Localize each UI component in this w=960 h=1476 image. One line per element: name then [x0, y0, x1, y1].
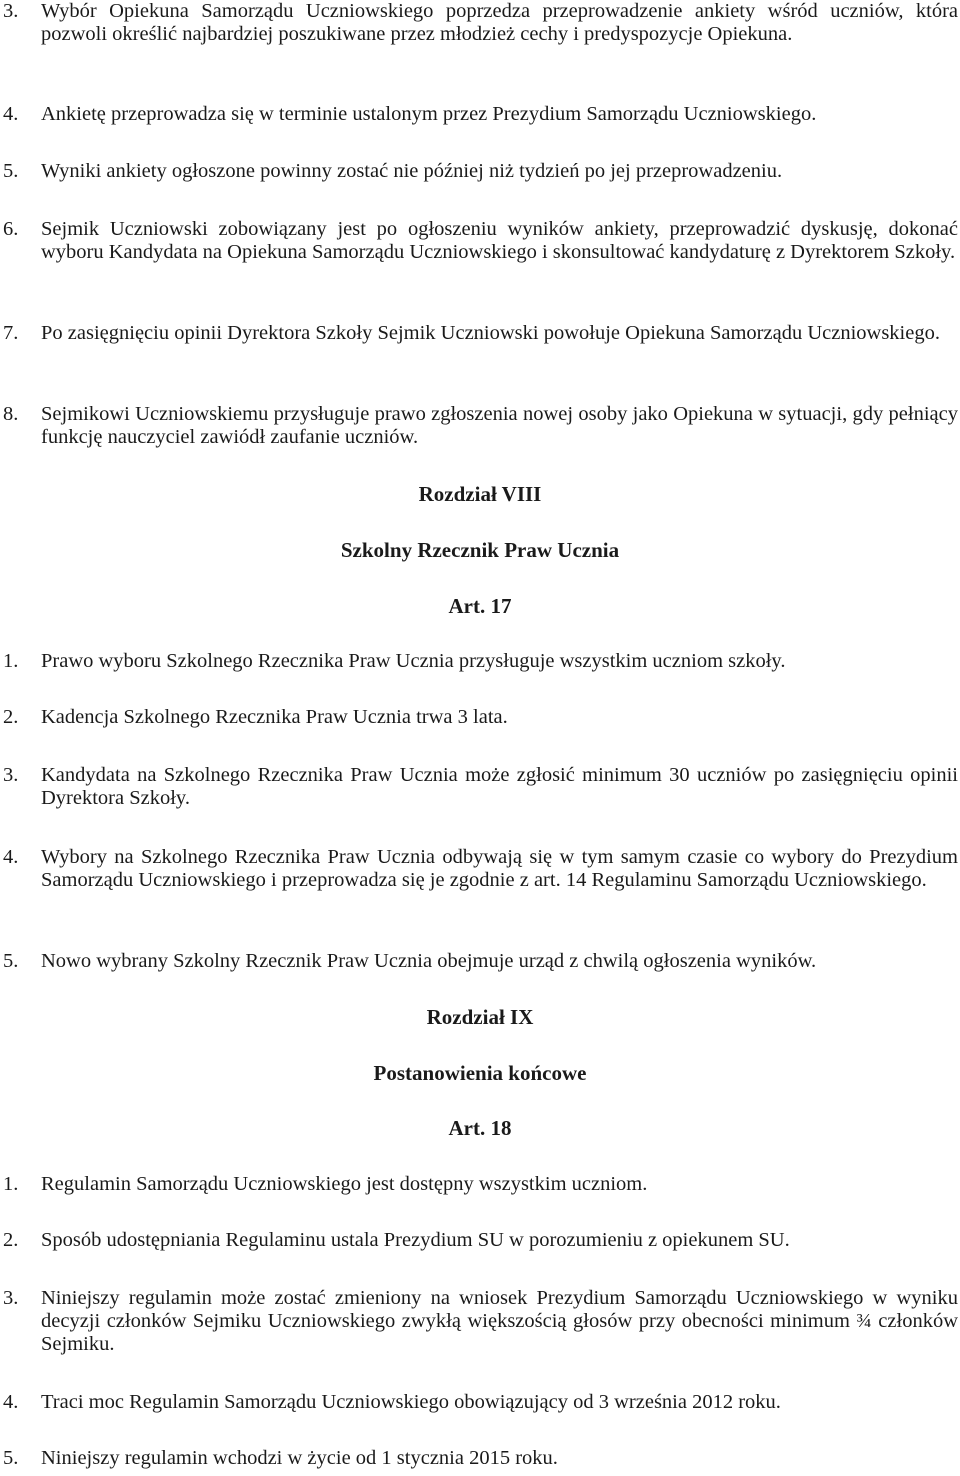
item-text: Sejmik Uczniowski zobowiązany jest po ogłoszeniu wyników ankiety, przeprowadzić dyskusję, dokonać wyboru Kandydata na Opiekuna Samorządu Uczniowskiego i skonsultować kandydaturę z Dyrektorem Szkoły.: [41, 218, 958, 263]
item-number: 2.: [3, 1229, 19, 1251]
list-item: [0, 650, 960, 673]
item-number: 4.: [3, 1391, 19, 1413]
item-text: Niniejszy regulamin wchodzi w życie od 1 stycznia 2015 roku.: [41, 1447, 558, 1469]
item-text: Ankietę przeprowadza się w terminie ustalonym przez Prezydium Samorządu Uczniowskiego.: [41, 103, 817, 125]
list-item: [0, 218, 960, 264]
list-item: [0, 706, 960, 729]
chapter-heading: Rozdział IX: [426, 1005, 534, 1029]
item-text: Niniejszy regulamin może zostać zmieniony na wniosek Prezydium Samorządu Uczniowskiego w wyniku decyzji członków Sejmiku Uczniowskiego zwykłą większością głosów przy obecności minimum ¾ członków Sejmiku.: [41, 1287, 958, 1355]
item-number: 4.: [3, 103, 19, 125]
chapter-heading: Rozdział VIII: [418, 482, 542, 506]
item-text: Sejmikowi Uczniowskiemu przysługuje prawo zgłoszenia nowej osoby jako Opiekuna w sytuacji, gdy pełniący funkcję nauczyciel zawiódł zaufanie uczniów.: [41, 403, 958, 448]
list-item: [0, 950, 960, 973]
list-item: [0, 160, 960, 183]
item-number: 6.: [3, 218, 19, 240]
item-text: Regulamin Samorządu Uczniowskiego jest dostępny wszystkim uczniom.: [41, 1173, 648, 1195]
item-text: Traci moc Regulamin Samorządu Uczniowskiego obowiązujący od 3 września 2012 roku.: [41, 1391, 781, 1413]
list-item: [0, 0, 960, 46]
item-text: Nowo wybrany Szkolny Rzecznik Praw Ucznia obejmuje urząd z chwilą ogłoszenia wyników.: [41, 950, 817, 972]
item-text: Sposób udostępniania Regulaminu ustala Prezydium SU w porozumieniu z opiekunem SU.: [41, 1229, 790, 1251]
list-item: [0, 103, 960, 126]
item-number: 4.: [3, 846, 19, 868]
list-item: [0, 1173, 960, 1196]
item-number: 5.: [3, 950, 19, 972]
item-number: 3.: [3, 0, 19, 22]
item-text: Po zasięgnięciu opinii Dyrektora Szkoły Sejmik Uczniowski powołuje Opiekuna Samorządu Uczniowskiego.: [41, 322, 940, 344]
item-number: 5.: [3, 1447, 19, 1469]
article-heading: Art. 18: [448, 1116, 512, 1140]
item-number: 8.: [3, 403, 19, 425]
list-item: [0, 1391, 960, 1414]
item-number: 7.: [3, 322, 19, 344]
item-text: Wybory na Szkolnego Rzecznika Praw Ucznia odbywają się w tym samym czasie co wybory do Prezydium Samorządu Uczniowskiego i przeprowadza się je zgodnie z art. 14 Regulaminu Samorządu Uczniowskiego.: [41, 846, 958, 891]
list-item: [0, 846, 960, 892]
list-item: [0, 1287, 960, 1356]
article-heading: Art. 17: [448, 594, 512, 618]
list-item: [0, 1447, 960, 1470]
item-text: Wybór Opiekuna Samorządu Uczniowskiego poprzedza przeprowadzenie ankiety wśród uczniów, która pozwoli określić najbardziej poszukiwane przez młodzież cechy i predyspozycje Opiekuna.: [41, 0, 958, 45]
list-item: [0, 1229, 960, 1252]
item-text: Kadencja Szkolnego Rzecznika Praw Ucznia trwa 3 lata.: [41, 706, 508, 728]
chapter-title: Postanowienia końcowe: [373, 1061, 587, 1085]
item-number: 3.: [3, 764, 19, 786]
list-item: [0, 403, 960, 449]
item-number: 2.: [3, 706, 19, 728]
item-number: 1.: [3, 650, 19, 672]
item-number: 3.: [3, 1287, 19, 1309]
item-text: Prawo wyboru Szkolnego Rzecznika Praw Ucznia przysługuje wszystkim uczniom szkoły.: [41, 650, 786, 672]
item-number: 5.: [3, 160, 19, 182]
item-text: Wyniki ankiety ogłoszone powinny zostać nie później niż tydzień po jej przeprowadzeniu.: [41, 160, 783, 182]
chapter-title: Szkolny Rzecznik Praw Ucznia: [340, 538, 620, 562]
list-item: [0, 322, 960, 345]
item-number: 1.: [3, 1173, 19, 1195]
list-item: [0, 764, 960, 810]
item-text: Kandydata na Szkolnego Rzecznika Praw Ucznia może zgłosić minimum 30 uczniów po zasięgnięciu opinii Dyrektora Szkoły.: [41, 764, 958, 809]
